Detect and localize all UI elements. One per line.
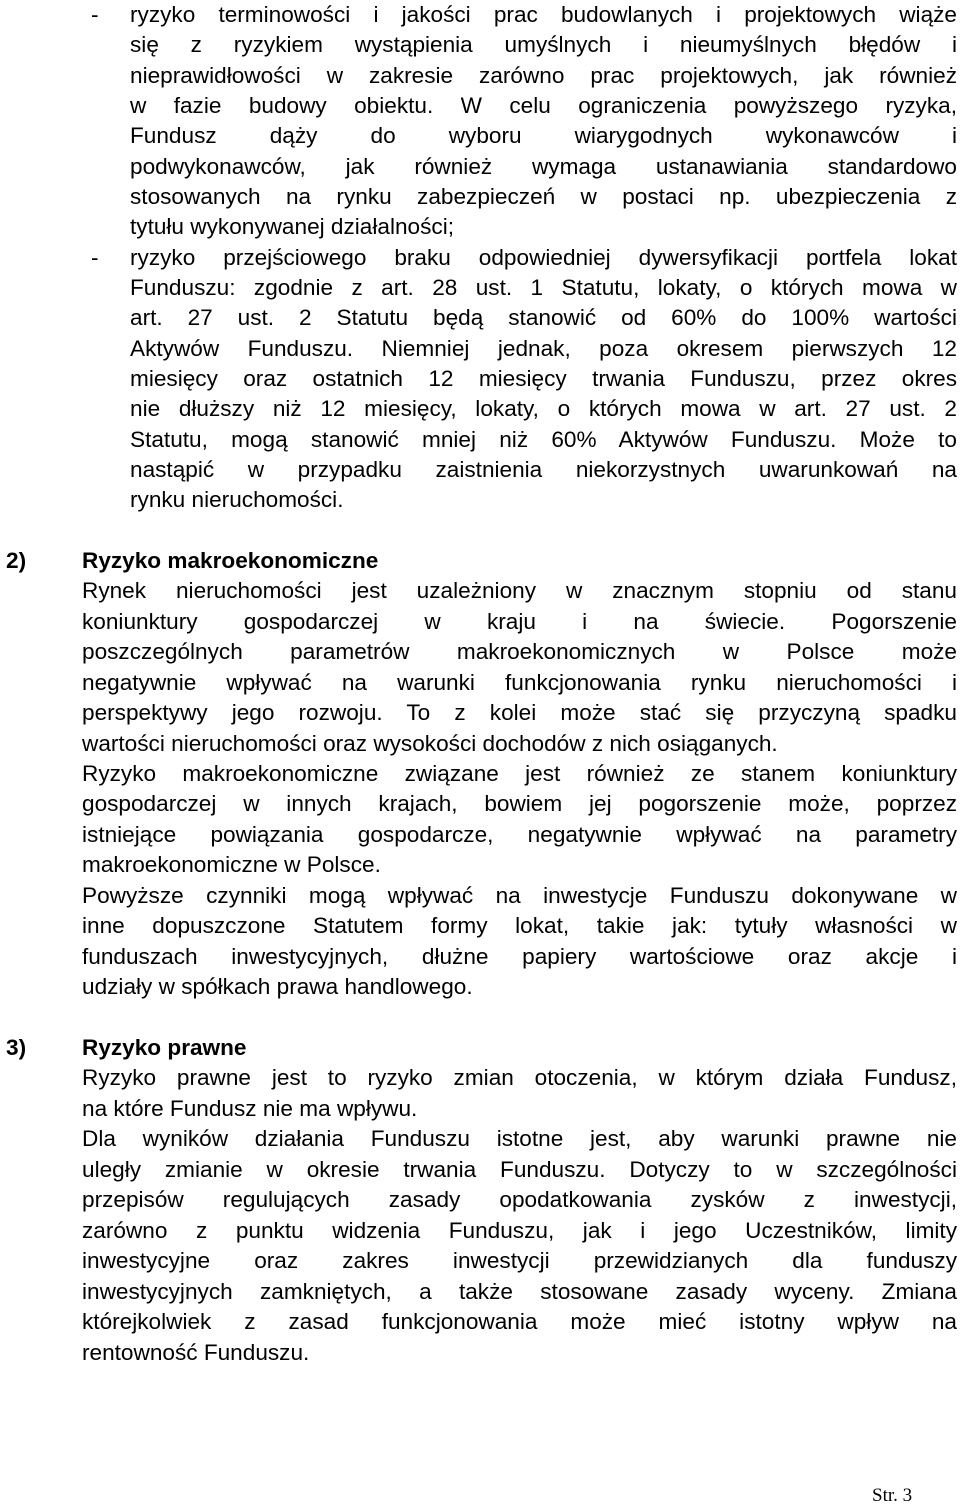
paragraph-line: inwestycyjnych zamkniętych, a także stosowane zasady wyceny. Zmiana — [82, 1279, 957, 1304]
paragraph-line: przepisów regulujących zasady opodatkowania zysków z inwestycji, — [82, 1187, 957, 1212]
section-heading — [0, 1033, 960, 1063]
paragraph-line: rentowność Funduszu. — [82, 1340, 310, 1365]
paragraph-line: którejkolwiek z zasad funkcjonowania może mieć istotny wpływ na — [82, 1309, 957, 1334]
paragraph-line: nastąpić w przypadku zaistnienia niekorzystnych uwarunkowań na — [130, 457, 957, 482]
section-number: 2) — [6, 548, 27, 573]
list-bullet: - — [91, 2, 99, 27]
paragraph-line: Funduszu: zgodnie z art. 28 ust. 1 Statutu, lokaty, o których mowa w — [130, 275, 957, 300]
section-title: Ryzyko makroekonomiczne — [82, 548, 379, 573]
paragraph-line: Fundusz dąży do wyboru wiarygodnych wykonawców i — [130, 123, 957, 148]
paragraph-line: makroekonomiczne w Polsce. — [82, 852, 381, 877]
paragraph-line: Powyższe czynniki mogą wpływać na inwestycje Funduszu dokonywane w — [82, 883, 957, 908]
paragraph-line: inne dopuszczone Statutem formy lokat, takie jak: tytuły własności w — [82, 913, 957, 938]
paragraph-line: funduszach inwestycyjnych, dłużne papiery wartościowe oraz akcje i — [82, 944, 957, 969]
paragraph-line: w fazie budowy obiektu. W celu ograniczenia powyższego ryzyka, — [130, 93, 957, 118]
paragraph-line: negatywnie wpływać na warunki funkcjonowania rynku nieruchomości i — [82, 670, 957, 695]
paragraph-line: ryzyko przejściowego braku odpowiedniej dywersyfikacji portfela lokat — [130, 245, 957, 270]
paragraph-line: wartości nieruchomości oraz wysokości dochodów z nich osiąganych. — [82, 731, 778, 756]
paragraph-line: poszczególnych parametrów makroekonomicznych w Polsce może — [82, 639, 957, 664]
paragraph-line: koniunktury gospodarczej w kraju i na świecie. Pogorszenie — [82, 609, 957, 634]
paragraph-line: podwykonawców, jak również wymaga ustanawiania standardowo — [130, 154, 957, 179]
paragraph-line: nie dłuższy niż 12 miesięcy, lokaty, o których mowa w art. 27 ust. 2 — [130, 396, 957, 421]
paragraph-line: uległy zmianie w okresie trwania Funduszu. Dotyczy to w szczególności — [82, 1157, 957, 1182]
paragraph-line: stosowanych na rynku zabezpieczeń w postaci np. ubezpieczenia z — [130, 184, 957, 209]
paragraph-line: na które Fundusz nie ma wpływu. — [82, 1096, 418, 1121]
paragraph-line: nieprawidłowości w zakresie zarówno prac projektowych, jak również — [130, 63, 957, 88]
section-title: Ryzyko prawne — [82, 1035, 247, 1060]
paragraph-line: istniejące powiązania gospodarcze, negatywnie wpływać na parametry — [82, 822, 957, 847]
paragraph-line: zarówno z punktu widzenia Funduszu, jak i jego Uczestników, limity — [82, 1218, 957, 1243]
paragraph-line: rynku nieruchomości. — [130, 487, 344, 512]
paragraph-line: gospodarczej w innych krajach, bowiem jej pogorszenie może, poprzez — [82, 791, 957, 816]
paragraph-line: Ryzyko prawne jest to ryzyko zmian otoczenia, w którym działa Fundusz, — [82, 1065, 957, 1090]
paragraph-line: art. 27 ust. 2 Statutu będą stanowić od 60% do 100% wartości — [130, 305, 957, 330]
paragraph-line: udziały w spółkach prawa handlowego. — [82, 974, 473, 999]
paragraph-line: Ryzyko makroekonomiczne związane jest również ze stanem koniunktury — [82, 761, 957, 786]
paragraph-line: miesięcy oraz ostatnich 12 miesięcy trwania Funduszu, przez okres — [130, 366, 957, 391]
section-number: 3) — [6, 1035, 27, 1060]
paragraph-line: Dla wyników działania Funduszu istotne jest, aby warunki prawne nie — [82, 1126, 957, 1151]
list-item-1-line — [0, 0, 960, 30]
paragraph-line: tytułu wykonywanej działalności; — [130, 214, 455, 239]
paragraph-line: inwestycyjne oraz zakres inwestycji przewidzianych dla funduszy — [82, 1248, 957, 1273]
paragraph-line: Aktywów Funduszu. Niemniej jednak, poza okresem pierwszych 12 — [130, 336, 957, 361]
paragraph-line: Statutu, mogą stanowić mniej niż 60% Aktywów Funduszu. Może to — [130, 427, 957, 452]
paragraph-line: ryzyko terminowości i jakości prac budowlanych i projektowych wiąże — [130, 2, 957, 27]
list-bullet: - — [91, 245, 99, 270]
paragraph-line: perspektywy jego rozwoju. To z kolei może stać się przyczyną spadku — [82, 700, 957, 725]
page-number: Str. 3 — [872, 1485, 913, 1506]
paragraph-line: się z ryzykiem wystąpienia umyślnych i nieumyślnych błędów i — [130, 32, 957, 57]
paragraph-line: Rynek nieruchomości jest uzależniony w znacznym stopniu od stanu — [82, 578, 957, 603]
section-heading — [0, 546, 960, 576]
